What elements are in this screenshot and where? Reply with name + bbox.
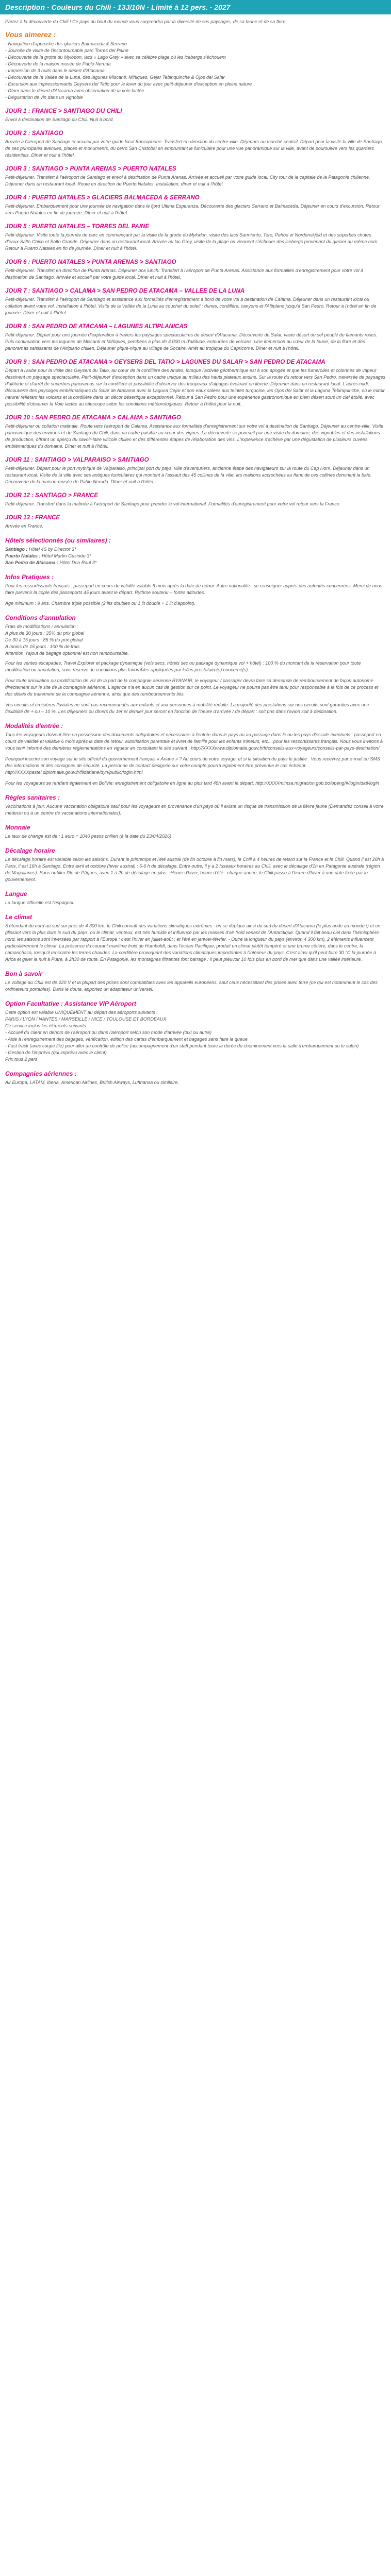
hotels-list — [5, 546, 386, 566]
bon-a-savoir-text: Le voltage au Chili est de 220 V et la plupart des prises sont compatibles avec les appareils européens, sauf ceux nécessitant des prises avec terre (ce qui est notamment le cas des ordinateurs portables). Dans le doute, apportez un adaptateur universel. — [5, 980, 378, 992]
list-item: - Découverte de la maison musée de Pablo Neruda — [5, 61, 111, 66]
list-item: - Immersion de 3 nuits dans le désert d'Atacama — [5, 68, 105, 73]
cancel-line: De 30 à 15 jours : 85 % du prix global — [5, 637, 83, 642]
day-text: Petit-déjeuner. Embarquement pour une journée de navigation dans le fjord Ultima Esperanza. Découverte des glaciers Serrano et Balmaceda. Déjeuner en cours d'excursion. Retour vers Puerto Natales en fin de journée. Dîner et nuit à l'hôtel. — [5, 204, 380, 215]
option-line: Ce service inclus les éléments suivants : — [5, 1023, 89, 1028]
day-text: Petit-déjeuner. Transfert à l'aéroport de Santiago et envol à destination de Punta Arenas. Arrivée et accueil par votre guide local. City tour de la capitale de la Patagonie chilienne. Déjeuner dans un restaurant local. Route en direction de Puerto Natales. Installation, dîner et nuit à l'hôtel. — [5, 175, 370, 187]
hotel-name: Hôtel 4S by Director 3* — [29, 547, 76, 552]
hotel-city: San Pedro de Atacama : — [5, 560, 58, 565]
option-line: - Accueil du client en dehors de l'aéroport ou dans l'aéroport selon son mode d'arrivée (taxi ou autre) — [5, 1030, 212, 1035]
option-heading: Option Facultative : Assistance VIP Aéroport — [5, 1000, 137, 1007]
aims-heading: Vous aimerez : — [5, 30, 56, 39]
cancel-text: Vos circuits et croisières fluviales ne sont pas recommandés aux enfants et aux personnes à mobilité réduite. La majorité des prestations sur nos circuits sont garanties avec une flexibilité de + ou – 10 %. Les déjeuners ou dîners du 1er et dernier jour seront en fonction de l'heure d'arrivée / de départ : soit pris dans l'avion soit à destination. — [5, 702, 369, 714]
hotel-city: Santiago : — [5, 547, 28, 552]
list-item: - Journée de visite de l'incontournable parc Torres del Paine — [5, 48, 129, 53]
day-text: Petit-déjeuner. Départ pour une journée d'exploration à travers les paysages spectaculaires du désert d'Atacama. Découverte du Salar, vaste désert de sel peuplé de flamants roses. Puis continuation vers les lagunes de Miscanti et Miñiques, perchées à plus de 4 000 m d'altitude, entourées de volcans. Une immersion au cœur de la faune, de la flore et des panoramas saisissants de l'Altiplano chilien. Déjeuner pique-nique au village de Socaire. Arrêt au tropique du Capricorne. Dîner et nuit à l'hôtel. — [5, 332, 378, 351]
option-line: Cette option est valable UNIQUEMENT au départ des aéroports suivants : — [5, 1010, 158, 1015]
climat-text: S'étendant du nord au sud sur près de 4 300 km, le Chili connaît des variations climatiques extrêmes : on se déplace ainsi du sud du désert d'Atacama (le plus aride au monde !) et en glissant vers la plus dure le sud du pays, où le climat, venteux, est très humide et influencé par les masses d'air froid venant de l'Antarctique. Quand il fait beau ciel dans l'hémisphère nord, les saisons sont inversées par rapport à l'Europe : c'est l'hiver en juillet-août ; et l'été en janvier-février. - Outre la longueur du pays (environ 4 300 km), 2 éléments influencent particulièrement le climat. La présence du courant maritime froid de Humboldt, dans l'océan Pacifique, produit un climat plutôt tempéré et une brume côtière, dans le centre, la camanchaca, lorsqu'il rencontre les terres chaudes. La cordillère provoquant des variations climatiques importantes à l'intérieur du pays. C'est ainsi qu'il peut faire 30 °C la journée à Arica et geler la nuit à Putre, à 2h30 de route. En Patagonie, les montagnes filtrantes font barrage : il peut pleuvoir 10 fois plus en bord de mer que dans une vallée intérieure. — [5, 923, 381, 962]
hotels-heading: Hôtels sélectionnés (ou similaires) : — [5, 537, 111, 544]
infos-age: Age minimum : 9 ans. Chambre triple possible (2 lits doubles ou 1 lit double + 1 lit d'appoint). — [5, 601, 196, 606]
list-item: - Dîner dans le désert d'Atacama avec observation de la voie lactée — [5, 88, 144, 93]
option-line: - Aide à l'enregistrement des bagages, vérification, édition des cartes d'embarquement et bagages sans faire la queue — [5, 1037, 248, 1042]
day-title: JOUR 7 : SANTIAGO > CALAMA > SAN PEDRO DE ATACAMA – VALLEE DE LA LUNA — [5, 288, 245, 294]
day-text: Envol à destination de Santiago du Chili. Nuit à bord. — [5, 117, 114, 122]
list-item: - Navigation d'approche des glaciers Balmaceda & Serrano — [5, 41, 127, 46]
monnaie-heading: Monnaie — [5, 824, 30, 831]
day-text: Arrivée en France. — [5, 523, 44, 529]
day-title: JOUR 3 : SANTIAGO > PUNTA ARENAS > PUERTO NATALES — [5, 166, 176, 172]
option-lines — [5, 1009, 386, 1063]
day-title: JOUR 6 : PUERTO NATALES > PUNTA ARENAS > SANTIAGO — [5, 259, 176, 265]
hotel-city: Puerto Natales : — [5, 553, 41, 558]
day-text: Petit-déjeuner. Transfert à l'aéroport de Santiago et assistance aux formalités d'enregistrement à bord de votre vol à destination de Calama. Déjeuner dans un restaurant local ou collation avant votre vol. Installation à l'hôtel. Visite de la Vallée de la Luna au coucher du soleil : dunes, cordillère, canyons et l'Altiplano jusqu'à San Pedro. Retour à l'hôtel en fin de journée. Dîner et nuit à l'hôtel. — [5, 297, 377, 315]
hotel-item — [5, 546, 386, 553]
compagnies-text: Air Europa, LATAM, Iberia, American Airlines, British Airways, Lufthansa ou similaire. — [5, 1080, 179, 1085]
cancel-text: Pour toute annulation ou modification de vol de la part de la compagnie aérienne RYANAIR, le voyageur / passager devra faire sa demande de remboursement de façon autonome directement sur le site de la compagnie aérienne. L'agence n'a en aucun cas de gestion sur ce point. Le voyageur ne pourra pas être tenu pour responsable à la fois de ce process et des délais de traitement de la compagnie aérienne, ainsi que des remboursements liés. — [5, 678, 379, 697]
formalites-text: Tous les voyageurs doivent être en possession des documents obligatoires et nécessaires à l'entrée dans le pays ou au passage dans le ou les pays d'escale éventuels : passeport en cours de validité et valable 6 mois après la date de retour, autorisation parentale et livret de famille pour les enfants mineurs, etc... pour les ressortissants français. Nous vous invitons à vous tenir informé des dernières réglementations en vigueur en consultant le site suivant : http://XXXXwww.diplomatie.gouv.fr/fr/conseils-aux-voyageurs/conseils-par-pays-destination/ — [5, 732, 383, 751]
langue-text: La langue officielle est l'espagnol. — [5, 900, 75, 905]
hotel-item — [5, 553, 386, 560]
decalage-heading: Décalage horaire — [5, 847, 55, 854]
itinerary — [5, 108, 386, 530]
day-text: Petit-déjeuner. Transfert dans la matinée à l'aéroport de Santiago pour prendre le vol international. Formalités d'enregistrement pour votre vol retour vers la France. — [5, 501, 341, 506]
option-line: PARIS / LYON / NANTES / MARSEILLE / NICE / TOULOUSE ET BORDEAUX — [5, 1016, 167, 1022]
list-item: - Découverte de la Vallée de la Luna, des lagunes Miscanti, Miñiques, Gejar Tebinquinche & Ojos del Salar — [5, 75, 225, 80]
day-text: Départ à l'aube pour la visite des Geysers du Tatio, au cœur de la cordillère des Andes, lorsque l'activité géothermique est à son apogée et que les fumerolles et colonnes de vapeur dessinent un paysage spectaculaire. Petit-déjeuner d'exception dans un cadre unique au milieu des hauts plateaux andins. Sur la route du retour vers San Pedro, traversée de paysages d'altitude et d'arrêt de superbes panoramas sur la cordillère et possibilité d'observer des troupeaux d'alpagas évoluant en liberté. Déjeuner dans un restaurant local. L'après-midi, découverte des paysages emblématiques du Salar de Atacama avec la Laguna Cejar et son eaux salées aux teintes turquoise, les Ojos del Salar et la Laguna Tebinquinche, où le miroir naturel reflétant les volcans et la cordillère dans un décor désertique exceptionnel. Retour à San Pedro pour une expérience gastronomique en plein désert sous un ciel étoilé, avec possibilité d'observer la Voie lactée au télescope selon les conditions météorologiques. Retour à l'hôtel pour la nuit. — [5, 368, 386, 406]
intro-text: Partez à la découverte du Chili ! Ce pays du bout du monde vous surprendra par la diversité de ses paysages, de sa faune et de sa flore. — [5, 19, 287, 24]
cancel-lines — [5, 623, 386, 657]
list-item: - Découverte de la grotte du Mylodon, lacs « Lago Grey » avec sa célèbre plage où les icebergs s'échouent — [5, 55, 226, 60]
list-item: - Excursion aux impressionnants Geysers del Tatio pour le lever du jour avec petit-déjeuner d'exception en pleine nature — [5, 81, 252, 87]
formalites-text: Pour les voyageurs se rendant également en Bolivie: enregistrement obligatoire en ligne au plus tard 48h avant le départ. http://XXXXmimsa.migracion.gob.bo/openg/#/login/datl/login — [5, 781, 379, 786]
cancel-text: Pour les ventes escapades, Travel Explorer et package dynamique (vols secs, hôtels sec ou package dynamique vol + hôtel) : 100 % du montant de la réservation pour toute modification ou annulation, sous réserve de conditions plus favorables appliquées par le/les prestataire(s) concerné(s). — [5, 660, 361, 672]
day-text: Petit-déjeuner ou collation matinale. Route vers l'aéroport de Calama. Assistance aux formalités d'enregistrement sur votre vol à destination de Santiago. Déjeuner au centre-ville. Visite panoramique des environs et de Santiago du Chili, dans un cadre paisible au cœur des vignes. La découverte se poursuit par une visite du domaine, des vignobles et des installations de production, offrant un aperçu du savoir-faire viticole chilien et des différentes étapes de l'élaboration des vins. L'expérience s'achève par une dégustation de plusieurs cuvées emblématiques du domaine. Dîner et nuit à l'hôtel. — [5, 423, 384, 449]
sanitaires-heading: Règles sanitaires : — [5, 794, 60, 801]
day-text: Arrivée à l'aéroport de Santiago et accueil par votre guide local francophone. Transfert en direction du centre-ville. Déjeuner au marché central. Départ pour la visite la ville de Santiago, de ses principales avenues, places et monuments, du cerro San Cristobal en empruntant le funiculaire pour une vue panoramique sur la ville, avant de poursuivre vers les quartiers résidentiels. Dîner et nuit à l'hôtel. — [5, 139, 383, 158]
option-line: Prix tous 2 pers — [5, 1057, 38, 1062]
formalites-heading: Modalités d'entrée : — [5, 722, 63, 730]
day-title: JOUR 8 : SAN PEDRO DE ATACAMA – LAGUNES ALTIPLANICAS — [5, 324, 188, 330]
climat-heading: Le climat — [5, 913, 32, 921]
list-item: - Dégustation de vin dans un vignoble — [5, 95, 83, 100]
hotel-name: Hôtel Don Raul 3* — [59, 560, 97, 565]
aims-list — [5, 41, 386, 101]
cancel-line: Attention, l'ajout de bagage optionnel est non remboursable. — [5, 651, 129, 656]
day-title: JOUR 10 : SAN PEDRO DE ATACAMA > CALAMA > SANTIAGO — [5, 415, 181, 421]
day-text: Petit-déjeuner. Transfert en direction de Punta Arenas. Déjeuner box lunch. Transfert à l'aéroport de Punta Arenas. Assistance aux formalités d'enregistrement pour votre vol à destination de Santiago. Arrivée et accueil par votre guide local. Dîner et nuit à l'hôtel. — [5, 268, 364, 280]
monnaie-text: Le taux de change est de : 1 euro = 1040 pesos chilien (à la date du 23/04/2026) — [5, 834, 171, 839]
compagnies-heading: Compagnies aériennes : — [5, 1070, 77, 1077]
day-title: JOUR 4 : PUERTO NATALES > GLACIERS BALMACEDA & SERRANO — [5, 195, 200, 201]
decalage-text: Le décalage horaire est variable selon les saisons. Durant le printemps et l'été austral (de fin octobre à fin mars), le Chili a 4 heures de retard sur la France et le Chili. Quand il est 20h à Paris, il est 16h à Santiago. Entre avril et octobre (hiver austral) : 5-6 h de décalage. Entre outre, il y a 2 fuseaux horaires au Chili, avec le décalage d'1h en Patagonie australe (région de Magallanes). Sans oublier l'île de Pâques, avec 1 à 2h de décalage en plus. -Heure d'hiver, heure d'été : chaque année, le Chili passe à l'heure d'hiver à une date fixée par le gouvernement. — [5, 857, 384, 882]
day-title: JOUR 1 : FRANCE > SANTIAGO DU CHILI — [5, 108, 122, 114]
formalites-text: Pourquoi inscrire son voyage sur le site officiel du gouvernement français « Ariane » ? Au cours de votre voyage, et si la situation du pays le justifie : Vous recevrez par e-mail ou SMS des informations et des consignes de sécurité. La personne de contact désignée sur votre compte pourra également être prévenue le cas échéant. http://XXXXpastel.diplomatie.gouv.fr/fildariane/dyn/public/login.html — [5, 756, 380, 775]
cancel-line: A moins de 15 jours : 100 % de frais — [5, 644, 80, 649]
option-line: - Gestion de l'imprévu (qui imprévu avec le client) — [5, 1050, 107, 1055]
day-title: JOUR 9 : SAN PEDRO DE ATACAMA > GEYSERS DEL TATIO > LAGUNES DU SALAR > SAN PEDRO DE ATACAMA — [5, 359, 325, 365]
page — [0, 0, 391, 1100]
day-text: Petit-déjeuner. Départ pour le port mythique de Valparaiso, principal port du pays, ville d'aventuriers, ancienne étape des navigateurs sur la route du Cap Horn. Déjeuner dans un restaurant local. Visite de la ville avec ses antiques funiculaires qui montent à l'assaut des 45 collines de la ville, les maisons accrochées au flanc de ces collines dominent la baie. Découverte de la maison-musée de Pablo Neruda. Dîner et nuit à l'hôtel. — [5, 466, 372, 484]
bon-a-savoir-heading: Bon à savoir — [5, 970, 43, 977]
hotel-name: Hôtel Martin Gusinde 3* — [42, 553, 91, 558]
langue-heading: Langue — [5, 890, 27, 897]
day-text: Petit-déjeuner. Visite toute la journée du parc en commençant par la visite de la grotte du Mylodon, visite des lacs Sarmiento, Toro, Pehoe et Nordenskjöld et des superbes chutes d'eaux Salto Chico et Salto Grande. Déjeuner dans un restaurant local. Arrivée au lac Grey, visite de la plage où viennent s'échouer des icebergs provenant du glacier du même nom. Retour à Puerto Natales en fin de journée. Dîner et nuit à l'hôtel. — [5, 232, 379, 251]
day-title: JOUR 5 : PUERTO NATALES – TORRES DEL PAINE — [5, 224, 150, 230]
cancel-line: Frais de modifications / annulation : — [5, 624, 78, 629]
day-title: JOUR 11 : SANTIAGO > VALPARAISO > SANTIAGO — [5, 457, 149, 463]
infos-text: Pour les ressortissants français : passeport en cours de validité valable 6 mois après la date de retour. Autre nationalité : se renseigner auprès des autorités concernées. Merci de nous faire parvenir la copie des passeports 45 jours avant le départ. Rythme soutenu – fortes altitudes. — [5, 583, 383, 595]
day-title: JOUR 12 : SANTIAGO > FRANCE — [5, 493, 98, 499]
page-title: Description - Couleurs du Chili - 13J/10N - Limité à 12 pers. - 2027 — [5, 3, 231, 11]
option-line: - Fast track (avec coupe file) pour aller au contrôle de police (accompagnement d'un staff pendant toute la durée du cheminement vers la salle d'embarquement ou le salon) — [5, 1043, 359, 1048]
cancel-line: A plus de 30 jours : 35% du prix global — [5, 631, 85, 636]
day-title: JOUR 13 : FRANCE — [5, 515, 60, 521]
page-title-bar — [0, 0, 391, 14]
cancel-heading: Conditions d'annulation — [5, 614, 76, 621]
hotel-item — [5, 560, 386, 566]
sanitaires-text: Vaccinations à jour. Aucune vaccination obligatoire sauf pour les voyageurs en provenance d'un pays où il existe un risque de transmission de la fièvre jaune (Demandez conseil à votre médecin ou à un centre de vaccinations internationales). — [5, 804, 384, 816]
day-title: JOUR 2 : SANTIAGO — [5, 130, 63, 137]
infos-heading: Infos Pratiques : — [5, 573, 54, 581]
content — [0, 19, 391, 1086]
